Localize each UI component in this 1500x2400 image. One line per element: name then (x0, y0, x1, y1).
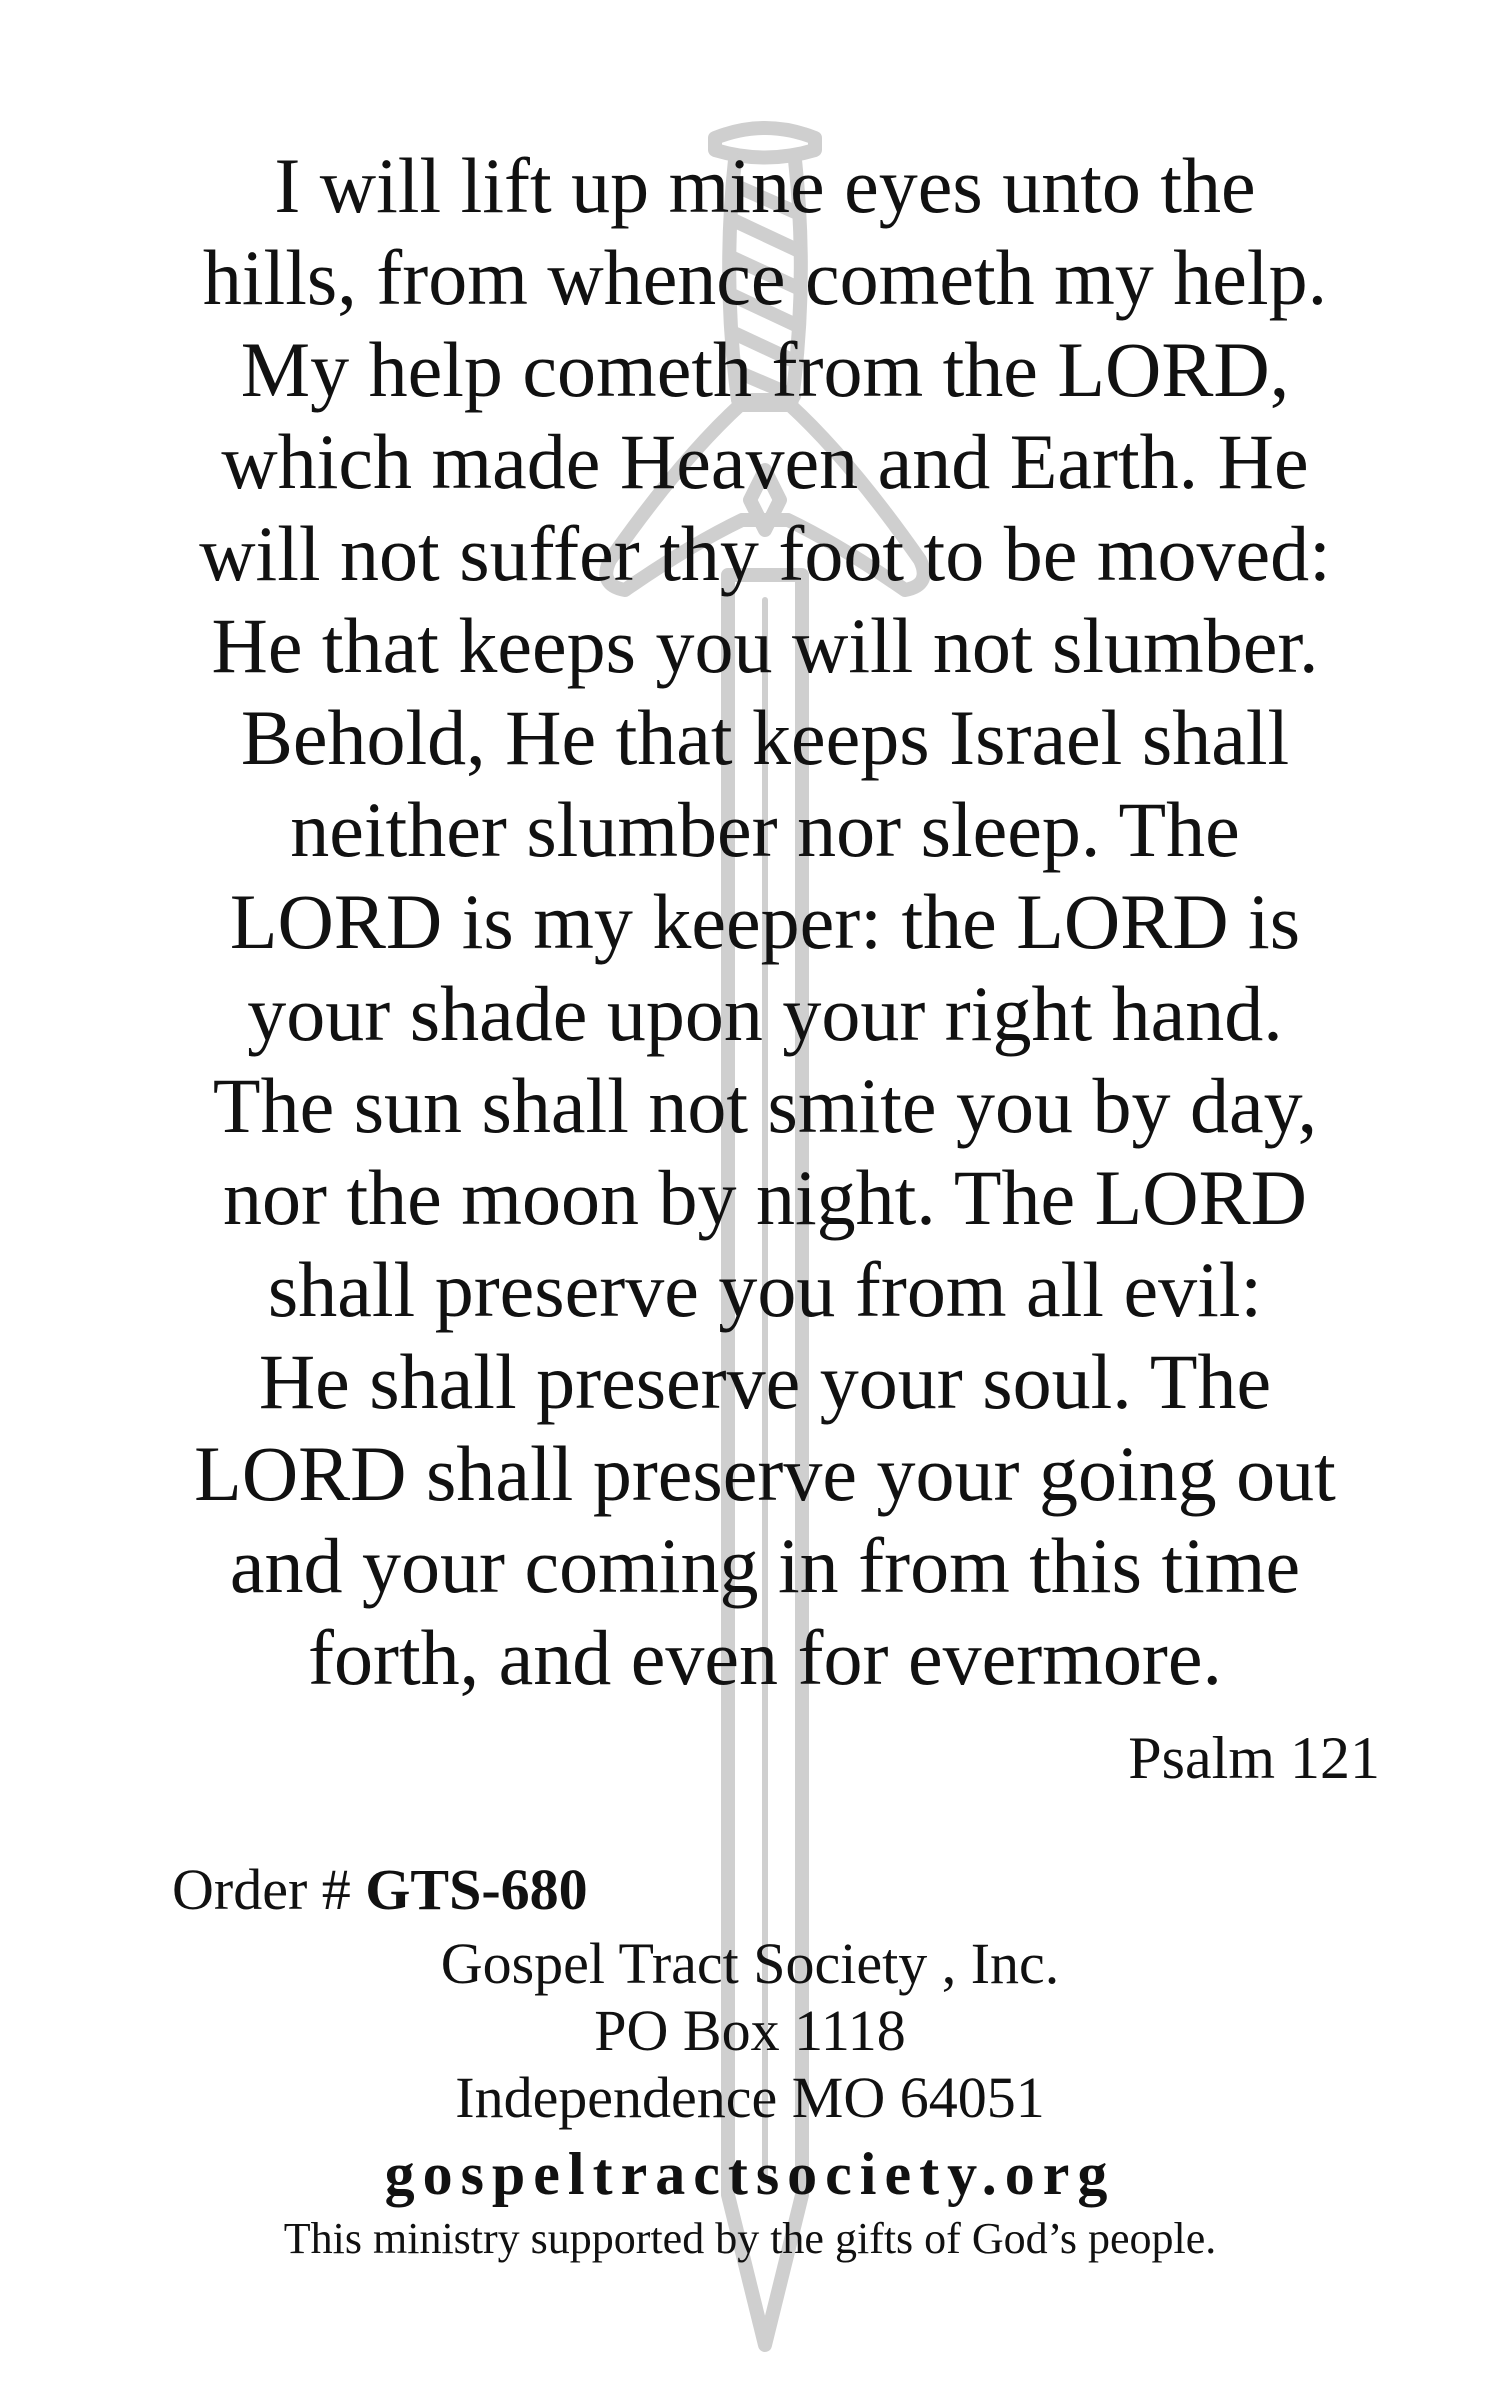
verse-line: which made Heaven and Earth. He (221, 418, 1309, 505)
verse-line: My help cometh from the LORD, (240, 326, 1290, 413)
verse-line: will not suffer thy foot to be moved: (199, 510, 1331, 597)
verse-line: forth, and even for evermore. (308, 1614, 1222, 1701)
order-number-line (172, 1855, 588, 1925)
publisher-address (0, 1930, 1500, 2131)
publisher-name: Gospel Tract Society , Inc. (440, 1931, 1060, 1996)
publisher-website: gospeltractsociety.org (384, 2141, 1116, 2207)
verse-reference: Psalm 121 (1128, 1725, 1380, 1791)
order-label: Order # (172, 1857, 351, 1922)
verse-line: neither slumber nor sleep. The (290, 786, 1240, 873)
verse-line: He that keeps you will not slumber. (211, 602, 1319, 689)
verse-line: LORD shall preserve your going out (194, 1430, 1336, 1517)
verse-line: your shade upon your right hand. (247, 970, 1283, 1057)
ministry-note: This ministry supported by the gifts of God’s people. (283, 2214, 1217, 2263)
verse-line: shall preserve you from all evil: (267, 1246, 1263, 1333)
verse-line: and your coming in from this time (229, 1522, 1301, 1609)
publisher-city: Independence MO 64051 (455, 2065, 1045, 2130)
verse-line: The sun shall not smite you by day, (212, 1062, 1318, 1149)
verse-line: nor the moon by night. The LORD (223, 1154, 1307, 1241)
publisher-po-box: PO Box 1118 (594, 1998, 906, 2063)
verse-line: hills, from whence cometh my help. (202, 234, 1328, 321)
order-number: GTS-680 (365, 1857, 588, 1922)
verse-line: I will lift up mine eyes unto the (274, 142, 1256, 229)
verse-line: Behold, He that keeps Israel shall (240, 694, 1290, 781)
verse-line: He shall preserve your soul. The (258, 1338, 1272, 1425)
verse-line: LORD is my keeper: the LORD is (229, 878, 1301, 965)
psalm-verse-text (150, 140, 1380, 1704)
